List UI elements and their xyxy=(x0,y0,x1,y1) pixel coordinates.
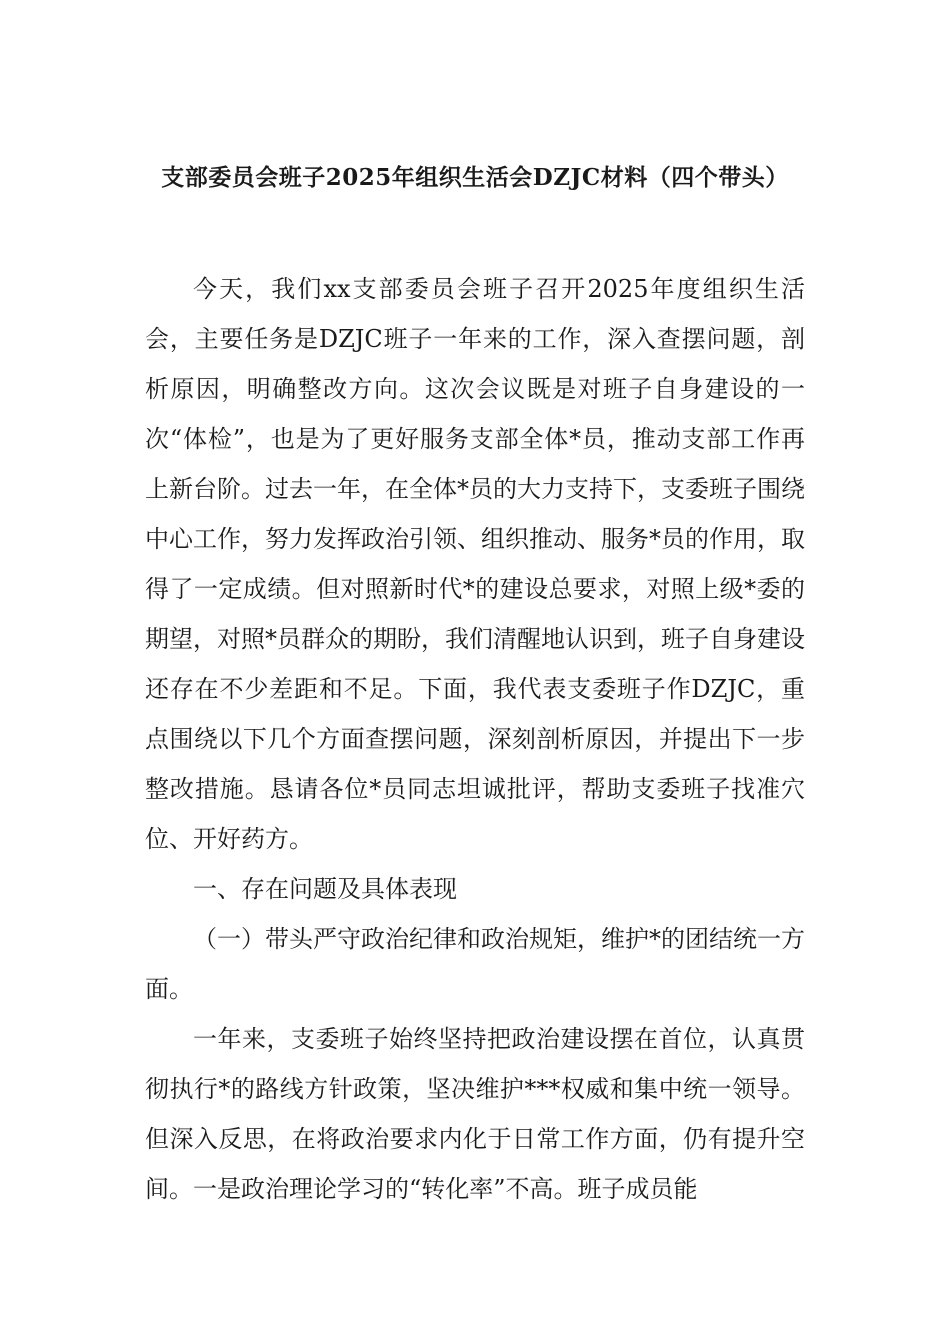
document-body xyxy=(145,264,805,1214)
body-paragraph: 一年来，支委班子始终坚持把政治建设摆在首位，认真贯彻执行*的路线方针政策，坚决维护***权威和集中统一领导。但深入反思，在将政治要求内化于日常工作方面，仍有提升空间。一是政治理论学习的“转化率”不高。班子成员能 xyxy=(145,1025,805,1203)
section-heading: 一、存在问题及具体表现 xyxy=(193,875,457,903)
subsection-heading: （一）带头严守政治纪律和政治规矩，维护*的团结统一方面。 xyxy=(145,925,805,1003)
document-title: 支部委员会班子2025年组织生活会DZJC材料（四个带头） xyxy=(161,164,789,191)
intro-paragraph: 今天，我们xx支部委员会班子召开2025年度组织生活会，主要任务是DZJC班子一年来的工作，深入查摆问题，剖析原因，明确整改方向。这次会议既是对班子自身建设的一次“体检”，也是为了更好服务支部全体*员，推动支部工作再上新台阶。过去一年，在全体*员的大力支持下，支委班子围绕中心工作，努力发挥政治引领、组织推动、服务*员的作用，取得了一定成绩。但对照新时代*的建设总要求，对照上级*委的期望，对照*员群众的期盼，我们清醒地认识到，班子自身建设还存在不少差距和不足。下面，我代表支委班子作DZJC，重点围绕以下几个方面查摆问题，深刻剖析原因，并提出下一步整改措施。恳请各位*员同志坦诚批评，帮助支委班子找准穴位、开好药方。 xyxy=(145,275,805,853)
